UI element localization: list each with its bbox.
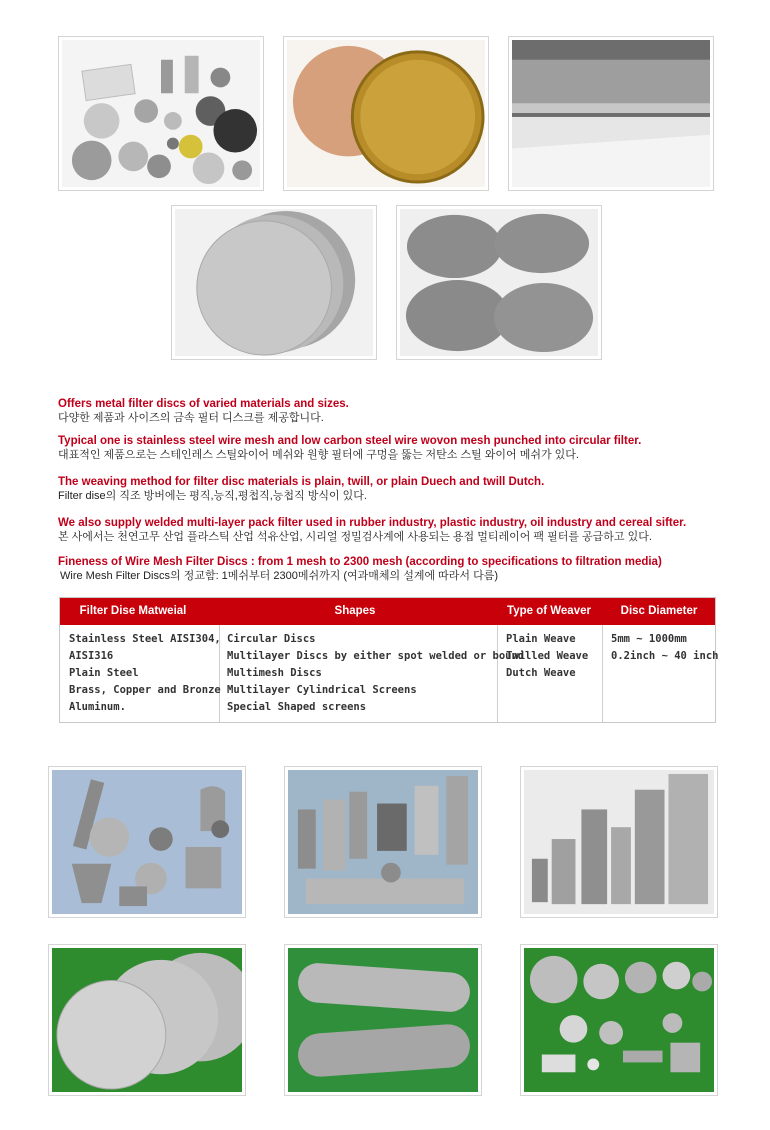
photo-filter-tubes	[284, 944, 482, 1096]
photo-assorted-filter-discs	[58, 36, 264, 191]
weaver-cell	[506, 631, 588, 682]
material-cell	[69, 631, 221, 716]
paragraph-korean: 다양한 제품과 사이즈의 금속 필터 디스크를 제공합니다.	[58, 412, 324, 424]
spec-table	[59, 597, 719, 723]
paragraph-korean: 대표적인 제품으로는 스테인레스 스틸와이어 메쉬와 원향 필터에 구멍을 뚫는 저탄소 스틸 와이어 메쉬가 있다.	[58, 449, 579, 461]
description-paragraph	[58, 397, 748, 425]
photo-shaped-screens	[48, 766, 246, 918]
paragraph-english: Offers metal filter discs of varied materials and sizes.	[58, 398, 349, 410]
photo-cartridge-filters	[520, 766, 718, 918]
photo-small-parts	[520, 944, 718, 1096]
photo-brass-discs	[283, 36, 489, 191]
photo-sintered-discs	[396, 205, 602, 360]
paragraph-korean: Filter dise의 직조 방버에는 평직,능직,평첩직,능첩직 방식이 있다.	[58, 490, 367, 502]
paragraph-korean: Wire Mesh Filter Discs의 정교함: 1메쉬부터 2300메쉬까지 (여과매체의 설계에 따라서 다름)	[60, 570, 499, 582]
description-paragraph	[58, 516, 748, 544]
photo-cylindrical-screens	[284, 766, 482, 918]
description-paragraph	[58, 475, 748, 503]
description-paragraph	[58, 555, 748, 583]
paragraph-english: The weaving method for filter disc materials is plain, twill, or plain Duech and twill Dutch.	[58, 476, 545, 488]
shapes-cell	[227, 631, 524, 716]
paragraph-korean: 본 사에서는 천연고무 산업 플라스틱 산업 석유산업, 시리얼 정밀검사계에 사용되는 용접 멀티레이어 팩 필터를 공급하고 있다.	[58, 531, 652, 543]
weave-item: Dutch Weave	[506, 667, 576, 679]
weave-item: Plain Weave	[506, 633, 576, 645]
header-shapes: Shapes	[334, 605, 376, 617]
header-weaver: Type of Weaver	[507, 605, 591, 617]
diameter-item: 0.2inch ~ 40 inch	[611, 650, 719, 662]
shape-item: Circular Discs	[227, 633, 316, 645]
material-item: AISI316	[69, 650, 114, 662]
shape-item: Multimesh Discs	[227, 667, 322, 679]
weave-item: Twilled Weave	[506, 650, 589, 662]
shape-item: Special Shaped screens	[227, 701, 367, 713]
header-material: Filter Dise Matweial	[79, 605, 187, 617]
spec-table-header	[60, 598, 715, 625]
paragraph-english: Typical one is stainless steel wire mesh and low carbon steel wire wovon mesh punched into circular filter.	[58, 435, 642, 447]
photo-mesh-edge	[508, 36, 714, 191]
shape-item: Multilayer Discs by either spot welded or bound	[227, 650, 525, 662]
material-item: Plain Steel	[69, 667, 139, 679]
material-item: Stainless Steel AISI304,	[69, 633, 221, 645]
material-item: Aluminum.	[69, 701, 126, 713]
material-item: Brass, Copper and Bronze	[69, 684, 221, 696]
diameter-item: 5mm ~ 1000mm	[611, 633, 687, 645]
paragraph-english: Fineness of Wire Mesh Filter Discs : from 1 mesh to 2300 mesh (according to specifications to filtration media)	[58, 556, 662, 568]
photo-stacked-mesh-discs	[171, 205, 377, 360]
shape-item: Multilayer Cylindrical Screens	[227, 684, 417, 696]
description-paragraph	[58, 434, 748, 462]
paragraph-english: We also supply welded multi-layer pack filter used in rubber industry, plastic industry, oil industry and cereal sifter.	[58, 517, 687, 529]
photo-mesh-discs-green	[48, 944, 246, 1096]
header-diameter: Disc Diameter	[620, 605, 698, 617]
column-divider	[602, 625, 603, 722]
diameter-cell	[611, 631, 718, 665]
